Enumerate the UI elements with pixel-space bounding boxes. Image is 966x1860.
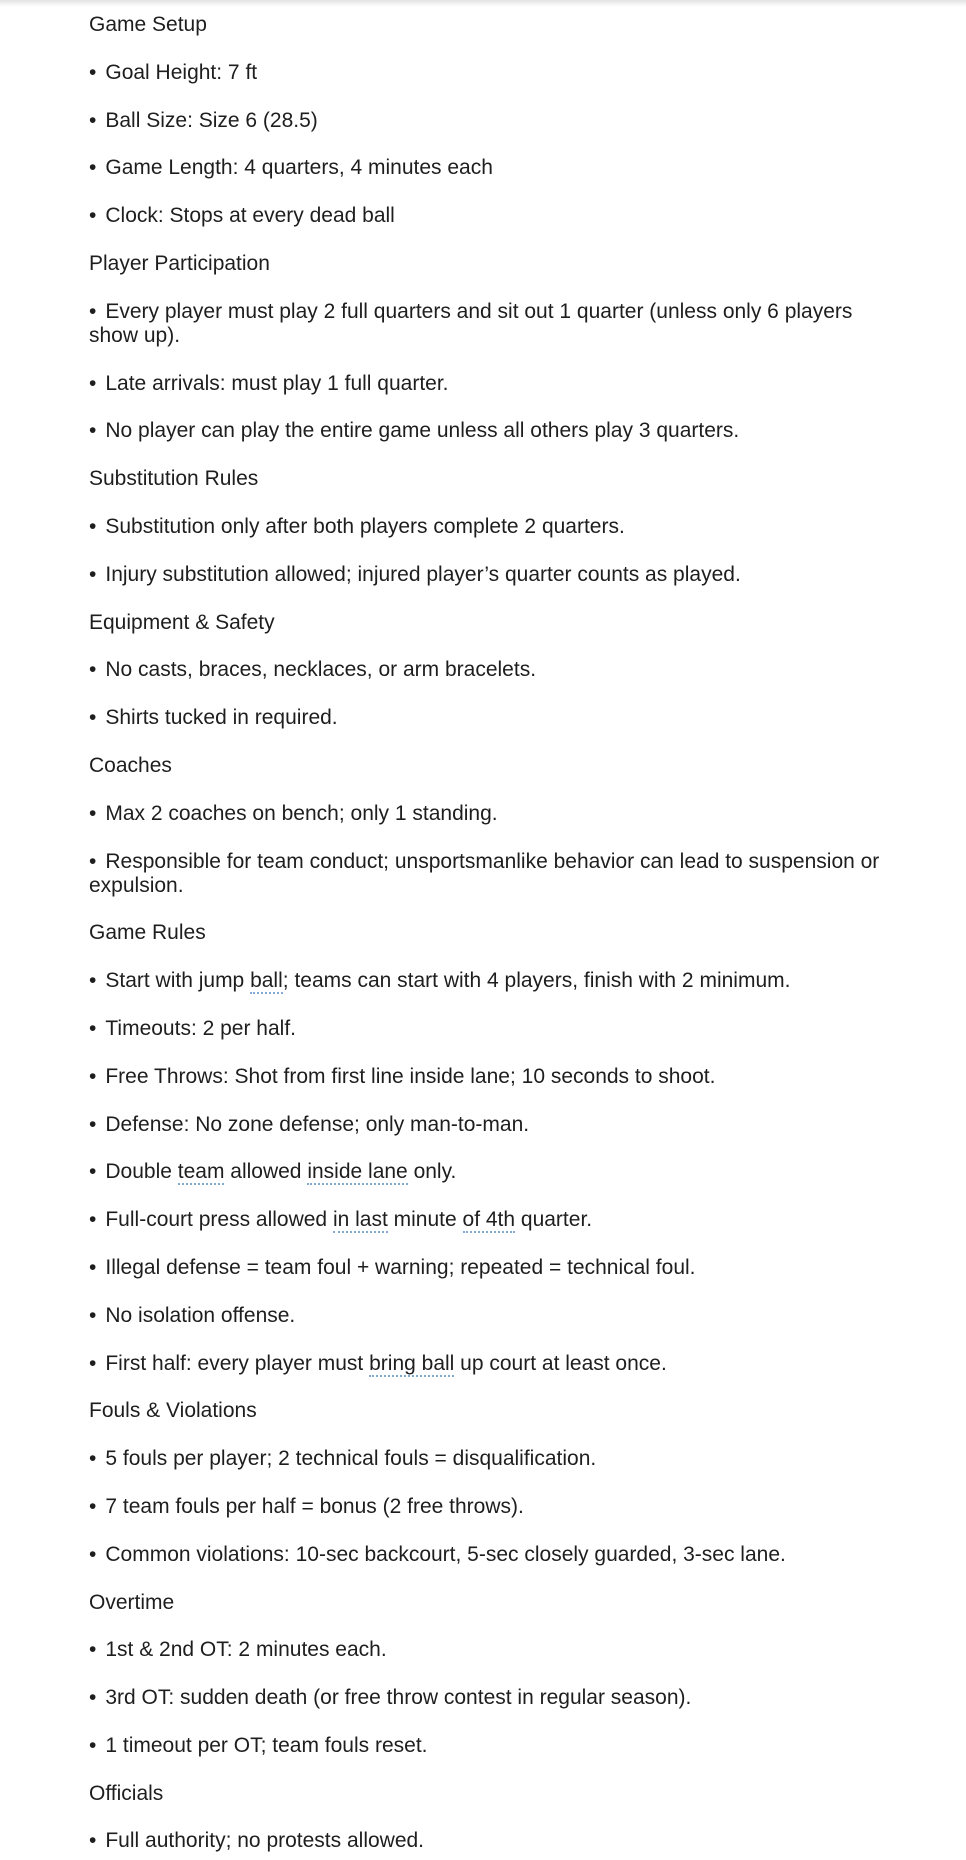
section-heading: Game Rules <box>89 921 206 945</box>
text-run: ; teams can start with 4 players, finish with 2 minimum. <box>282 969 791 993</box>
grammar-underlined-text: in last <box>332 1208 388 1232</box>
bullet-glyph: • <box>89 969 97 993</box>
bullet-item <box>89 1543 936 1567</box>
bullet-item <box>89 1256 936 1280</box>
bullet-item <box>89 1829 936 1853</box>
bullet-glyph: • <box>89 801 97 825</box>
text-run: only. <box>407 1160 457 1184</box>
text-run: No player can play the entire game unless all others play 3 quarters. <box>105 419 740 443</box>
bullet-item <box>89 372 936 396</box>
bullet-item <box>89 706 936 730</box>
bullet-item <box>89 969 936 993</box>
bullet-item <box>89 1208 936 1232</box>
bullet-glyph: • <box>89 1160 97 1184</box>
text-run: No isolation offense. <box>105 1303 296 1327</box>
section-heading: Equipment & Safety <box>89 610 275 634</box>
bullet-glyph: • <box>89 419 97 443</box>
text-run: 1 timeout per OT; team fouls reset. <box>105 1733 428 1757</box>
section-heading: Officials <box>89 1781 164 1805</box>
bullet-item <box>89 802 936 826</box>
text-run: Substitution only after both players complete 2 quarters. <box>105 514 625 538</box>
text-run: up court at least once. <box>454 1351 667 1375</box>
text-run: Start with jump <box>105 969 251 993</box>
bullet-glyph: • <box>89 849 97 873</box>
section-heading: Fouls & Violations <box>89 1399 257 1423</box>
bullet-item <box>89 1686 936 1710</box>
text-run: show up). <box>89 323 181 347</box>
text-run: Max 2 coaches on bench; only 1 standing. <box>105 801 498 825</box>
bullet-glyph: • <box>89 1351 97 1375</box>
text-run: Free Throws: Shot from first line inside lane; 10 seconds to shoot. <box>105 1064 716 1088</box>
grammar-underlined-text: team <box>177 1160 225 1184</box>
bullet-glyph: • <box>89 706 97 730</box>
document-content[interactable] <box>0 7 966 1853</box>
bullet-item <box>89 156 936 180</box>
bullet-item <box>89 1447 936 1471</box>
bullet-glyph: • <box>89 299 97 323</box>
grammar-underlined-text: bring ball <box>369 1351 455 1375</box>
text-run: Injury substitution allowed; injured player’s quarter counts as played. <box>105 562 741 586</box>
section-heading: Coaches <box>89 753 172 777</box>
section-heading: Game Setup <box>89 13 207 36</box>
bullet-glyph: • <box>89 1638 97 1662</box>
text-run: 1st & 2nd OT: 2 minutes each. <box>105 1638 387 1662</box>
text-run: Timeouts: 2 per half. <box>105 1016 296 1040</box>
text-run: quarter. <box>515 1208 593 1232</box>
bullet-glyph: • <box>89 1447 97 1471</box>
bullet-item <box>89 850 936 898</box>
bullet-item <box>89 563 936 587</box>
bullet-item <box>89 1304 936 1328</box>
bullet-glyph: • <box>89 1686 97 1710</box>
bullet-item <box>89 300 936 348</box>
text-run: Shirts tucked in required. <box>105 706 338 730</box>
text-run: First half: every player must <box>105 1351 370 1375</box>
text-run: Full authority; no protests allowed. <box>105 1829 425 1853</box>
bullet-glyph: • <box>89 1112 97 1136</box>
bullet-glyph: • <box>89 1255 97 1279</box>
section-heading: Substitution Rules <box>89 467 259 491</box>
bullet-glyph: • <box>89 1733 97 1757</box>
grammar-underlined-text: ball <box>250 969 283 993</box>
bullet-glyph: • <box>89 1494 97 1518</box>
bullet-glyph: • <box>89 658 97 682</box>
bullet-glyph: • <box>89 204 97 228</box>
bullet-item <box>89 109 936 133</box>
page-top-edge <box>0 0 966 7</box>
bullet-item <box>89 515 936 539</box>
bullet-item <box>89 61 936 85</box>
bullet-glyph: • <box>89 1542 97 1566</box>
bullet-item <box>89 658 936 682</box>
text-run: Ball Size: Size 6 (28.5) <box>105 108 318 132</box>
text-run: No casts, braces, necklaces, or arm bracelets. <box>105 658 537 682</box>
section-heading: Player Participation <box>89 251 270 275</box>
bullet-item <box>89 204 936 228</box>
text-run: Full-court press allowed <box>105 1208 333 1232</box>
bullet-glyph: • <box>89 60 97 84</box>
bullet-glyph: • <box>89 108 97 132</box>
bullet-item <box>89 1017 936 1041</box>
bullet-glyph: • <box>89 1064 97 1088</box>
text-run: Goal Height: 7 ft <box>105 60 258 84</box>
bullet-item <box>89 1160 936 1184</box>
text-run: 7 team fouls per half = bonus (2 free throws). <box>105 1494 524 1518</box>
text-run: Double <box>105 1160 178 1184</box>
text-run: allowed <box>224 1160 308 1184</box>
bullet-glyph: • <box>89 156 97 180</box>
text-run: 3rd OT: sudden death (or free throw contest in regular season). <box>105 1686 692 1710</box>
grammar-underlined-text: of 4th <box>462 1208 516 1232</box>
text-run: Game Length: 4 quarters, 4 minutes each <box>105 156 493 180</box>
text-run: expulsion. <box>89 873 184 897</box>
bullet-item <box>89 1113 936 1137</box>
bullet-item <box>89 1352 936 1376</box>
text-run: Clock: Stops at every dead ball <box>105 204 395 228</box>
text-run: Defense: No zone defense; only man-to-man. <box>105 1112 530 1136</box>
bullet-item <box>89 419 936 443</box>
text-run: Common violations: 10-sec backcourt, 5-sec closely guarded, 3-sec lane. <box>105 1542 786 1566</box>
bullet-glyph: • <box>89 562 97 586</box>
text-run: Illegal defense = team foul + warning; repeated = technical foul. <box>105 1255 696 1279</box>
bullet-glyph: • <box>89 1829 97 1853</box>
bullet-item <box>89 1638 936 1662</box>
bullet-item <box>89 1734 936 1758</box>
bullet-glyph: • <box>89 1016 97 1040</box>
bullet-item <box>89 1065 936 1089</box>
grammar-underlined-text: inside lane <box>307 1160 408 1184</box>
text-run: minute <box>387 1208 463 1232</box>
bullet-glyph: • <box>89 1208 97 1232</box>
bullet-glyph: • <box>89 371 97 395</box>
bullet-glyph: • <box>89 1303 97 1327</box>
text-run: 5 fouls per player; 2 technical fouls = disqualification. <box>105 1447 597 1471</box>
text-run: Every player must play 2 full quarters and sit out 1 quarter (unless only 6 players <box>105 299 853 323</box>
bullet-glyph: • <box>89 514 97 538</box>
section-heading: Overtime <box>89 1590 175 1614</box>
text-run: Responsible for team conduct; unsportsmanlike behavior can lead to suspension or <box>105 849 880 873</box>
text-run: Late arrivals: must play 1 full quarter. <box>105 371 449 395</box>
bullet-item <box>89 1495 936 1519</box>
